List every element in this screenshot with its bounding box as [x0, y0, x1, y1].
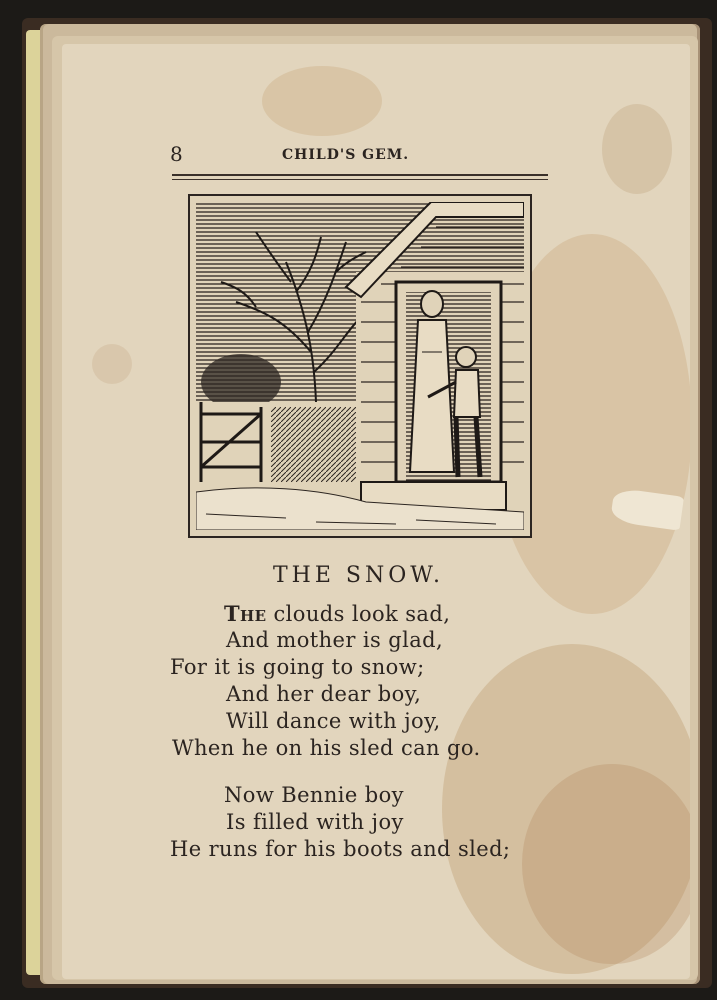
running-title: CHILD'S GEM. — [282, 147, 410, 163]
water-stain — [442, 644, 690, 974]
page-number: 8 — [170, 142, 183, 166]
woodcut-mother-and-boy-at-cottage-door-icon — [196, 202, 524, 530]
poem-line: Will dance with joy, — [226, 709, 441, 733]
line-rest: clouds look sad, — [266, 602, 451, 626]
water-stain — [92, 344, 132, 384]
header-rule — [172, 179, 548, 180]
water-stain — [262, 66, 382, 136]
poem-line: And her dear boy, — [226, 682, 422, 706]
poem-title: THE SNOW. — [272, 563, 445, 588]
poem-line: He runs for his boots and sled; — [170, 837, 511, 861]
poem-line: Now Bennie boy — [224, 783, 404, 807]
poem-line: For it is going to snow; — [170, 655, 425, 679]
poem-line: When he on his sled can go. — [172, 736, 481, 760]
water-stain — [602, 104, 672, 194]
water-stain — [522, 764, 690, 964]
running-header — [170, 142, 548, 170]
woodcut-illustration — [188, 194, 532, 538]
poem-line: And mother is glad, — [226, 628, 444, 652]
drop-word: The — [224, 601, 267, 626]
poem-line — [224, 601, 450, 626]
poem-line: Is filled with joy — [226, 810, 404, 834]
header-rule — [172, 174, 548, 176]
